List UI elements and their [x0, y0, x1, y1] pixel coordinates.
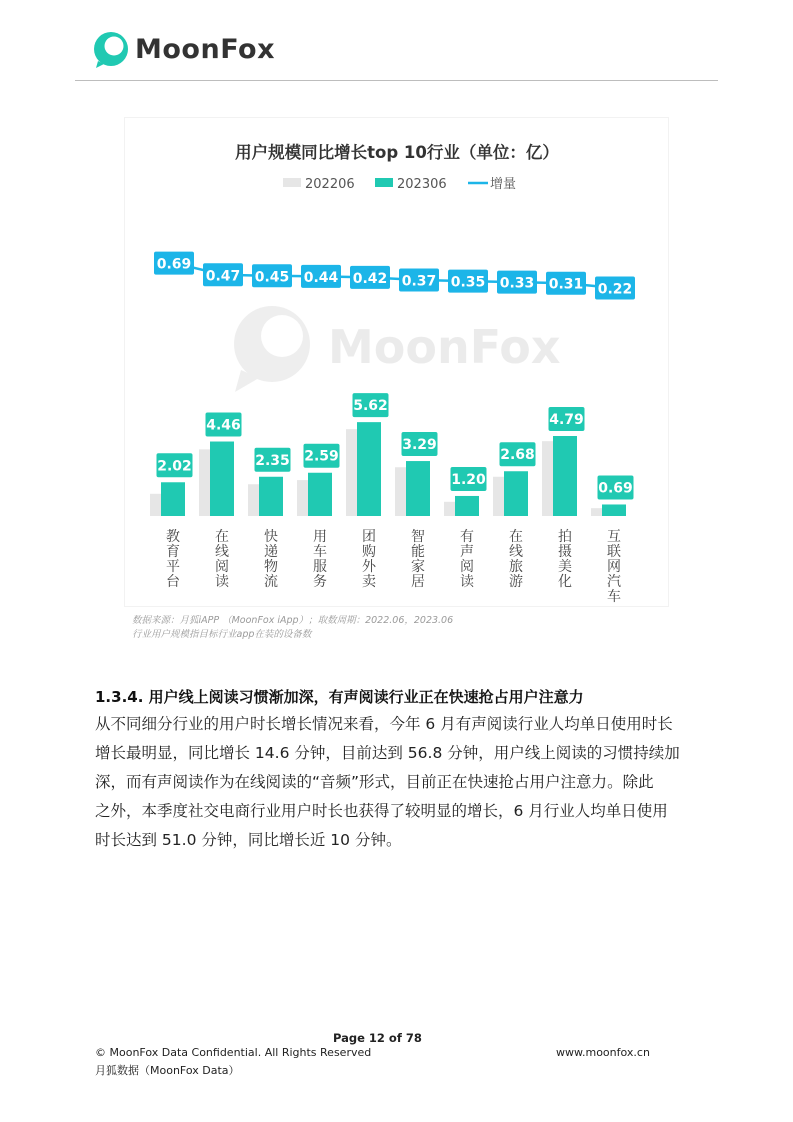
category-label: 在线旅游 — [509, 529, 523, 590]
category-labels — [166, 528, 621, 605]
increment-value-label: 0.69 — [156, 256, 192, 273]
category-label: 拍摄美化 — [558, 529, 572, 590]
paragraph-line: 时长达到 51.0 分钟，同比增长近 10 分钟。 — [95, 831, 402, 849]
bar-value-label: 2.68 — [500, 447, 535, 464]
bar-line-chart — [125, 118, 668, 606]
watermark-text: MoonFox — [328, 320, 561, 374]
bar-202306 — [357, 422, 381, 516]
bar-value-label: 2.59 — [304, 448, 339, 465]
category-label: 用车服务 — [313, 529, 327, 590]
bar-202306 — [210, 442, 234, 516]
increment-line-series — [154, 252, 635, 300]
bar-value-label: 1.20 — [451, 471, 486, 488]
increment-value-label: 0.45 — [254, 269, 290, 286]
source-note — [132, 614, 453, 642]
bar-series — [150, 393, 634, 516]
paragraph-line: 从不同细分行业的用户时长增长情况来看，今年 6 月有声阅读行业人均单日使用时长 — [95, 715, 673, 733]
source-line-1: 数据来源：月狐iAPP （MoonFox iApp）；取数周期：2022.06，2023.06 — [132, 615, 454, 626]
bar-value-label: 4.79 — [549, 412, 584, 429]
bar-value-label: 2.35 — [255, 452, 290, 469]
legend-swatch-202206 — [283, 178, 301, 187]
paragraph-line: 深，而有声阅读作为在线阅读的“音频”形式，目前正在快速抢占用户注意力。除此 — [95, 773, 654, 791]
chart-title: 用户规模同比增长top 10行业（单位：亿） — [235, 143, 559, 162]
chart-frame — [124, 117, 669, 607]
website-link[interactable]: www.moonfox.cn — [556, 1046, 650, 1059]
increment-value-label: 0.42 — [352, 270, 388, 287]
bar-value-label: 0.69 — [598, 480, 633, 497]
increment-value-label: 0.33 — [499, 275, 535, 292]
legend-swatch-202306 — [375, 178, 393, 187]
bar-202306 — [553, 436, 577, 516]
category-label: 有声阅读 — [460, 529, 474, 590]
legend-label: 增量 — [490, 177, 517, 192]
header-divider — [75, 80, 718, 81]
bar-202306 — [308, 473, 332, 516]
bar-202306 — [504, 471, 528, 516]
source-line-2: 行业用户规模指目标行业app在装的设备数 — [132, 629, 312, 640]
bar-value-label: 5.62 — [353, 398, 388, 415]
bar-value-label: 2.02 — [157, 458, 192, 475]
paragraph-line: 增长最明显，同比增长 14.6 分钟，目前达到 56.8 分钟，用户线上阅读的习惯持续加 — [95, 744, 680, 762]
category-label: 智能家居 — [411, 529, 425, 590]
increment-value-label: 0.44 — [303, 269, 339, 286]
bar-202306 — [259, 477, 283, 516]
chart-panel — [125, 118, 668, 606]
bar-value-label: 3.29 — [402, 437, 437, 454]
increment-value-label: 0.31 — [548, 276, 584, 293]
page-number: Page 12 of 78 — [333, 1031, 422, 1045]
increment-value-label: 0.22 — [597, 281, 633, 298]
chart-legend — [283, 177, 516, 192]
section-heading: 1.3.4. 用户线上阅读习惯渐加深，有声阅读行业正在快速抢占用户注意力 — [95, 688, 584, 706]
increment-value-label: 0.37 — [401, 273, 437, 290]
logo-text: MoonFox — [135, 34, 276, 65]
copyright-text: © MoonFox Data Confidential. All Rights Reserved — [95, 1046, 372, 1059]
category-label: 在线阅读 — [215, 529, 229, 590]
category-label: 团购外卖 — [362, 529, 376, 590]
increment-value-label: 0.35 — [450, 274, 486, 291]
body-paragraph — [95, 710, 700, 855]
category-label: 教育平台 — [166, 529, 180, 590]
legend-label: 202206 — [305, 177, 355, 192]
category-label: 快递物流 — [264, 529, 278, 590]
bar-202306 — [406, 461, 430, 516]
moonfox-logo-icon — [93, 31, 129, 69]
category-label: 互联网汽车 — [607, 529, 621, 605]
bar-202306 — [602, 504, 626, 516]
bar-202306 — [455, 496, 479, 516]
bar-value-label: 4.46 — [206, 417, 241, 434]
bar-202306 — [161, 482, 185, 516]
legend-label: 202306 — [397, 177, 447, 192]
increment-value-label: 0.47 — [205, 268, 241, 285]
paragraph-line: 之外，本季度社交电商行业用户时长也获得了较明显的增长，6 月行业人均单日使用 — [95, 802, 668, 820]
company-name: 月狐数据（MoonFox Data） — [95, 1064, 240, 1077]
watermark — [234, 306, 561, 392]
